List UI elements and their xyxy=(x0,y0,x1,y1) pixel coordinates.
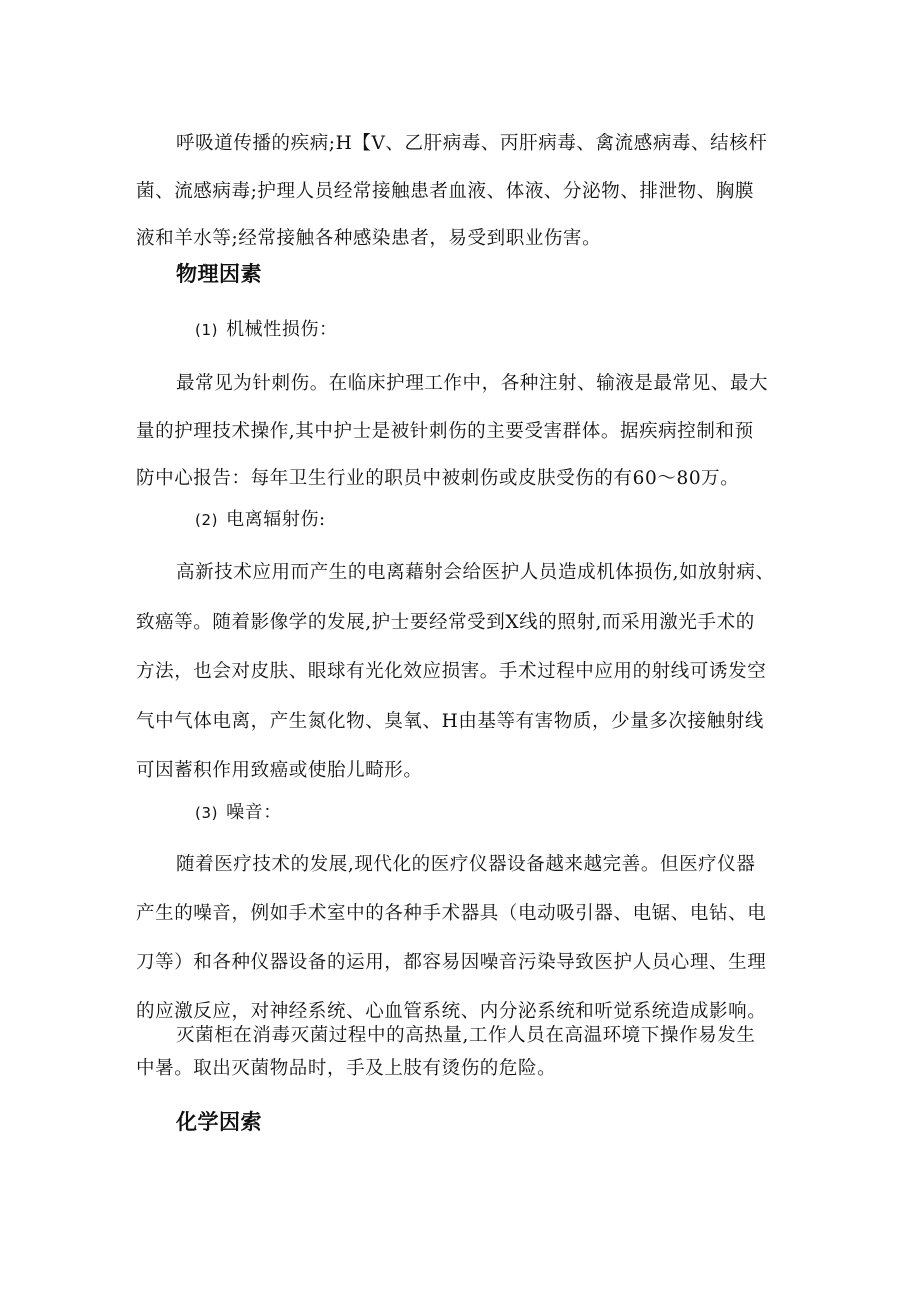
item-number: (1) xyxy=(195,321,219,339)
heading-physical-factors: 物理因素 xyxy=(176,262,262,286)
text-line: 气中气体电离，产生氮化物、臭氧、H由基等有害物质，少量多次接触射线 xyxy=(136,710,764,732)
text-line: 可因蓄积作用致癌或使胎儿畸形。 xyxy=(136,760,423,781)
text-line: 致癌等。随着影像学的发展,护士要经常受到X线的照射,而采用激光手术的 xyxy=(136,611,755,633)
text-line: 的应激反应，对神经系统、心血管系统、内分泌系统和听觉系统造成影响。 xyxy=(136,1001,767,1022)
paragraph-respiratory-diseases xyxy=(136,120,796,263)
text-line: 刀等）和各种仪器设备的运用，都容易因噪音污染导致医护人员心理、生理 xyxy=(136,952,767,973)
text-line: 产生的噪音，例如手术室中的各种手术器具（电动吸引器、电锯、电钻、电 xyxy=(136,903,767,924)
item-title: 电离辐射伤: xyxy=(226,509,326,530)
subheading-mechanical-injury xyxy=(195,315,338,341)
paragraph-mechanical-injury xyxy=(136,360,796,503)
paragraph-noise xyxy=(136,840,796,1036)
subheading-noise xyxy=(195,798,282,824)
text-line: 防中心报告：每年卫生行业的职员中被刺伤或皮肤受伤的有60〜80万。 xyxy=(136,468,740,489)
heading-chemical-factors: 化学因索 xyxy=(176,1110,262,1134)
item-number: (3) xyxy=(195,804,219,822)
text-line: 方法，也会对皮肤、眼球有光化效应损害。手术过程中应用的射线可诱发空 xyxy=(136,661,767,682)
text-line: 呼吸道传播的疾病;H【V、乙肝病毒、丙肝病毒、禽流感病毒、结核杆 xyxy=(176,133,768,154)
paragraph-ionizing-radiation xyxy=(136,548,796,796)
item-number: (2) xyxy=(195,511,219,529)
text-line: 随着医疗技术的发展,现代化的医疗仪器设备越来越完善。但医疗仪器 xyxy=(176,854,756,875)
text-line: 液和羊水等;经常接触各种感染患者，易受到职业伤害。 xyxy=(136,228,602,249)
text-line: 灭菌柜在消毒灭菌过程中的高热量,工作人员在高温环境下操作易发生 xyxy=(176,1025,756,1046)
text-line: 菌、流感病毒;护理人员经常接触患者血液、体液、分泌物、排泄物、胸膜 xyxy=(136,180,755,202)
subheading-ionizing-radiation xyxy=(195,505,326,531)
paragraph-sterilizer xyxy=(136,1019,796,1085)
text-line: 高新技术应用而产生的电离藉射会给医护人员造成机体损伤,如放射病、 xyxy=(176,562,775,583)
text-line: 最常见为针刺伤。在临床护理工作中，各种注射、输液是最常见、最大 xyxy=(176,373,769,394)
text-line: 中暑。取出灭菌物品时，手及上肢有烫伤的危险。 xyxy=(136,1058,557,1079)
text-line: 量的护理技术操作,其中护士是被针刺伤的主要受害群体。据疾病控制和预 xyxy=(136,420,754,442)
item-title: 机械性损伤： xyxy=(226,319,338,340)
item-title: 噪音： xyxy=(226,802,282,823)
